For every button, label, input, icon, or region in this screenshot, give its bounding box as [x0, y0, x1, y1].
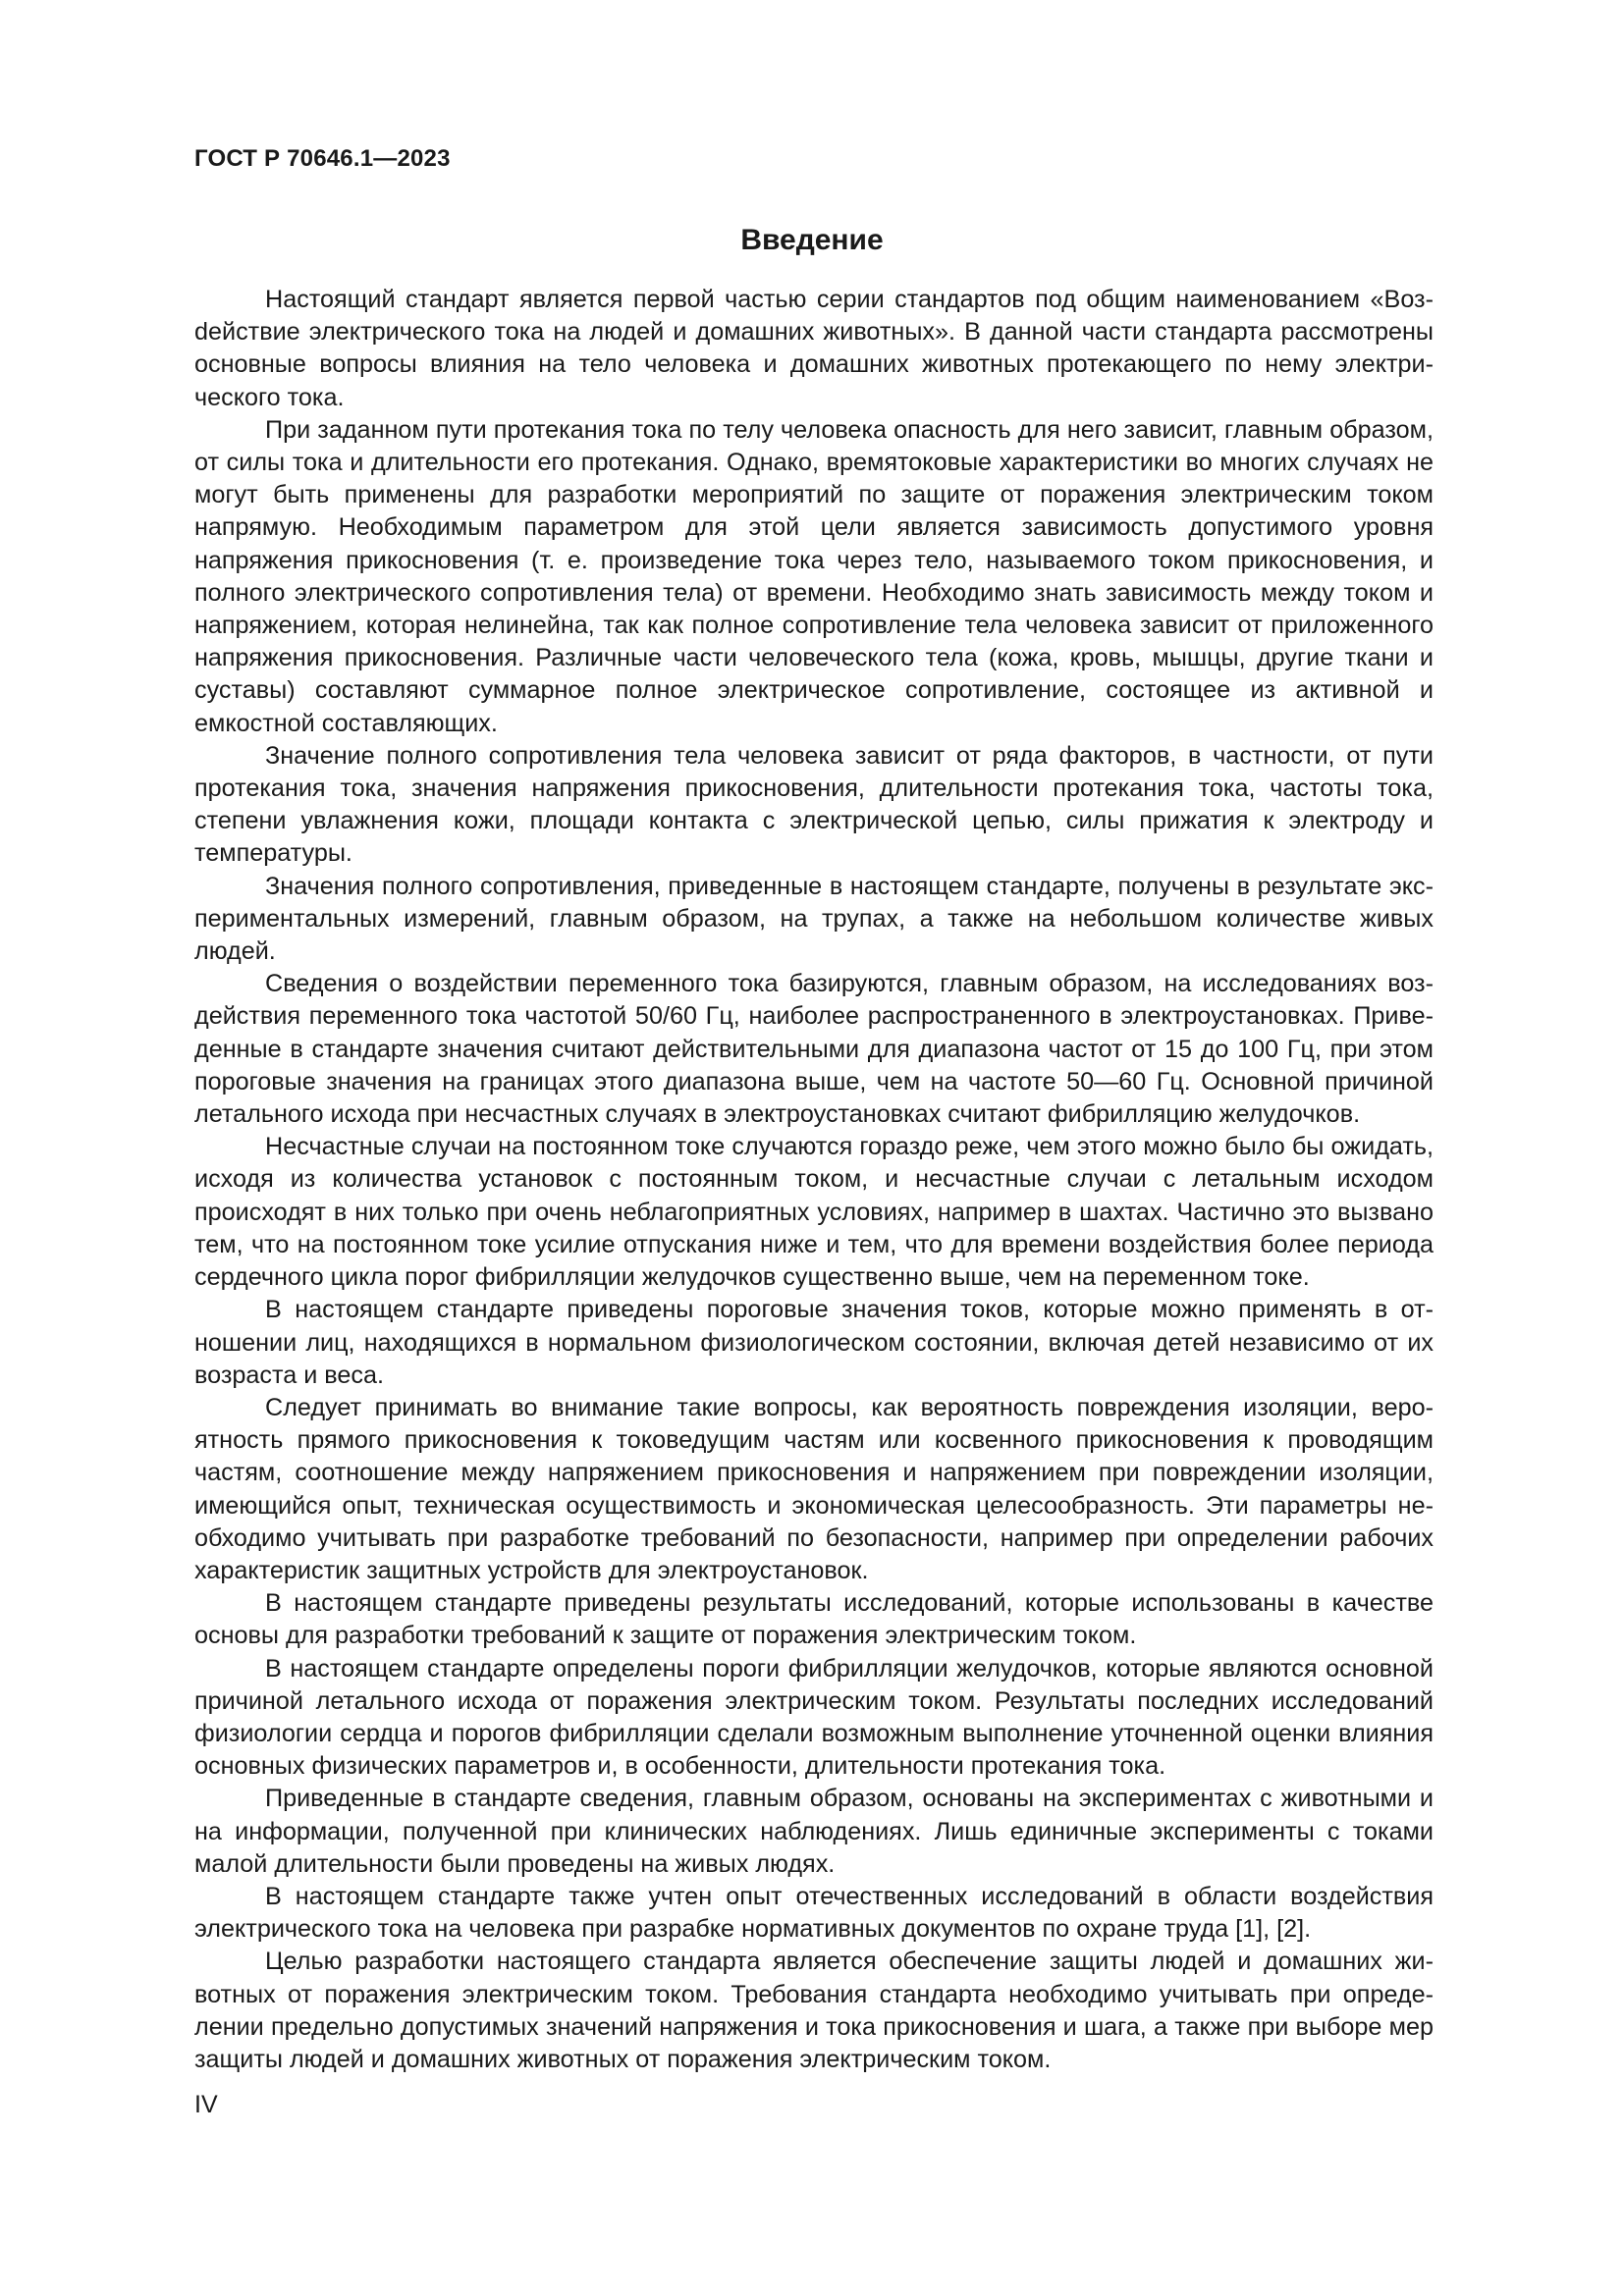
- paragraph: Настоящий стандарт является первой частью серии стандартов под общим наименованием «Возdействие электрического тока на людей и домашних животных». В данной части стандарта рассмотрены основные вопросы влияния на тело человека и домашних животных протекающего по нему электрического тока.: [194, 286, 1434, 411]
- document-code: ГОСТ Р 70646.1—2023: [194, 145, 451, 172]
- paragraph: При заданном пути протекания тока по телу человека опасность для него зависит, главным образом, от силы тока и длительности его протекания. Однако, времятоковые характеристики во многих случаях не могут быть применены для разработки мероприятий по защите от поражения электрическим током напрямую. Необходимым параметром для этой цели является зависимость допустимого уровня напряжения прикосновения (т. е. произведение тока через тело, называемого током прикосновения, и полного электрического сопротивления тела) от времени. Необходимо знать зависимость между током и напряжением, которая нелинейна, так как полное сопротивление тела человека зависит от приложенного напряжения прикосновения. Различные части человеческого тела (кожа, кровь, мышцы, другие ткани и суставы) составляют суммарное полное электрическое сопротивление, состоящее из активной и емкостной составляющих.: [194, 415, 1434, 737]
- paragraph: В настоящем стандарте также учтен опыт отечественных исследований в области воздействия электрического тока на человека при разрабке нормативных документов по охране труда [1], [2].: [194, 1882, 1434, 1944]
- paragraph: Сведения о воздействии переменного тока базируются, главным образом, на исследованиях воздействия переменного тока частотой 50/60 Гц, наиболее распространенного в электроустановках. Приведенные в стандарте значения считают действительными для диапазона частот от 15 до 100 Гц, при этом пороговые значения на границах этого диапазона выше, чем на частоте 50—60 Гц. Основной причиной летального исхода при несчастных случаях в электроустановках считают фибрилляцию желудочков.: [194, 970, 1434, 1129]
- section-title: Введение: [740, 224, 884, 256]
- paragraph: В настоящем стандарте приведены результаты исследований, которые использованы в качестве основы для разработки требований к защите от поражения электрическим током.: [194, 1589, 1434, 1650]
- paragraph: Приведенные в стандарте сведения, главным образом, основаны на экспериментах с животными и на информации, полученной при клинических наблюдениях. Лишь единичные эксперименты с токами малой длительности были проведены на живых людях.: [194, 1785, 1434, 1878]
- paragraph: В настоящем стандарте определены пороги фибрилляции желудочков, которые являются основной причиной летального исхода от поражения электрическим током. Результаты последних исследований физиологии сердца и порогов фибрилляции сделали возможным выполнение уточненной оценки влияния основных физических параметров и, в особенности, длительности протекания тока.: [194, 1654, 1434, 1781]
- paragraph: Значение полного сопротивления тела человека зависит от ряда факторов, в частности, от пути протекания тока, значения напряжения прикосновения, длительности протекания тока, частоты тока, степени увлажнения кожи, площади контакта с электрической цепью, силы прижатия к электроду и температуры.: [194, 741, 1434, 868]
- document-body: [194, 284, 1434, 2076]
- paragraph: Несчастные случаи на постоянном токе случаются гораздо реже, чем этого можно было бы ожидать, исходя из количества установок с постоянным током, и несчастные случаи с летальным исходом происходят в них только при очень неблагоприятных условиях, например в шахтах. Частично это вызвано тем, что на постоянном токе усилие отпускания ниже и тем, что для времени воздействия более периода сердечного цикла порог фибрилляции желудочков существенно выше, чем на переменном токе.: [194, 1133, 1434, 1292]
- page-number: IV: [194, 2091, 218, 2118]
- paragraph: Следует принимать во внимание такие вопросы, как вероятность повреждения изоляции, вероятность прямого прикосновения к токоведущим частям или косвенного прикосновения к проводящим частям, соотношение между напряжением прикосновения и напряжением при повреждении изоляции, имеющийся опыт, техническая осуществимость и экономическая целесообразность. Эти параметры необходимо учитывать при разработке требований по безопасности, например при определении рабочих характеристик защитных устройств для электроустановок.: [194, 1393, 1434, 1584]
- paragraph: Значения полного сопротивления, приведенные в настоящем стандарте, получены в результате экспериментальных измерений, главным образом, на трупах, а также на небольшом количестве живых людей.: [194, 872, 1434, 966]
- paragraph: В настоящем стандарте приведены пороговые значения токов, которые можно применять в отношении лиц, находящихся в нормальном физиологическом состоянии, включая детей независимо от их возраста и веса.: [194, 1296, 1434, 1389]
- paragraph: Целью разработки настоящего стандарта является обеспечение защиты людей и домашних животных от поражения электрическим током. Требования стандарта необходимо учитывать при определении предельно допустимых значений напряжения и тока прикосновения и шага, а также при выборе мер защиты людей и домашних животных от поражения электрическим током.: [194, 1948, 1434, 2073]
